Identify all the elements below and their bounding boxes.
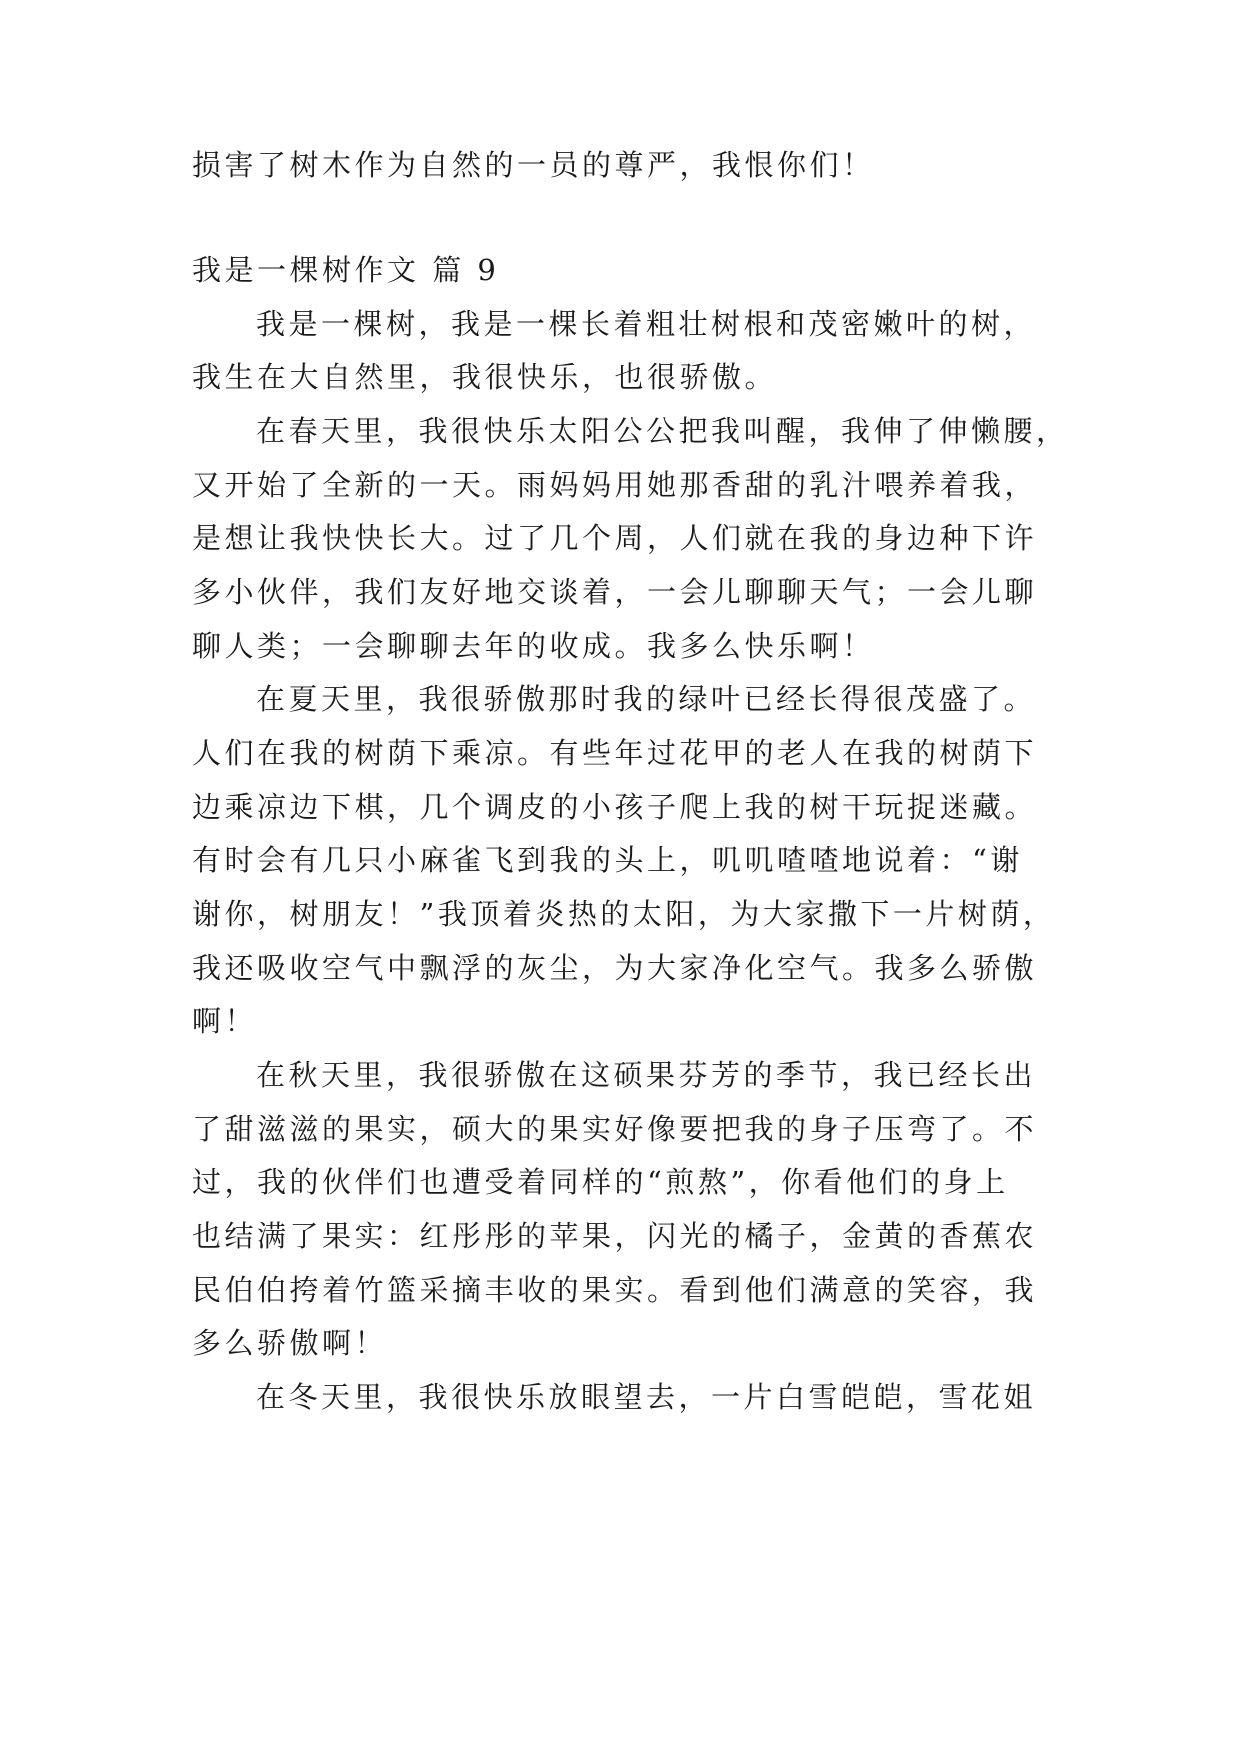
text-line: 啊！ <box>192 1004 258 1038</box>
text-line: 谢你，树朋友！”我顶着炎热的太阳，为大家撒下一片树荫， <box>192 897 1056 931</box>
paragraph-first-line: 在春天里，我很快乐太阳公公把我叫醒，我伸了伸懒腰， <box>256 414 1069 448</box>
paragraph-first-line: 在冬天里，我很快乐放眼望去，一片白雪皑皑，雪花姐 <box>256 1380 1037 1414</box>
text-line: 多么骄傲啊！ <box>192 1326 388 1360</box>
text-line: 是想让我快快长大。过了几个周，人们就在我的身边种下许 <box>192 521 1038 555</box>
text-line: 聊人类；一会聊聊去年的收成。我多么快乐啊！ <box>192 629 875 663</box>
section-heading: 我是一棵树作文 篇 9 <box>192 253 500 287</box>
paragraph-first-line: 在秋天里，我很骄傲在这硕果芬芳的季节，我已经长出 <box>256 1058 1037 1092</box>
paragraph-first-line: 在夏天里，我很骄傲那时我的绿叶已经长得很茂盛了。 <box>256 682 1037 716</box>
text-line: 又开始了全新的一天。雨妈妈用她那香甜的乳汁喂养着我， <box>192 468 1038 502</box>
text-line: 边乘凉边下棋，几个调皮的小孩子爬上我的树干玩捉迷藏。 <box>192 790 1038 824</box>
text-line: 损害了树木作为自然的一员的尊严，我恨你们！ <box>192 148 875 182</box>
text-line: 我生在大自然里，我很快乐，也很骄傲。 <box>192 360 778 394</box>
text-line: 我还吸收空气中飘浮的灰尘，为大家净化空气。我多么骄傲 <box>192 951 1038 985</box>
text-line: 人们在我的树荫下乘凉。有些年过花甲的老人在我的树荫下 <box>192 736 1038 770</box>
paragraph-first-line: 我是一棵树，我是一棵长着粗壮树根和茂密嫩叶的树， <box>256 307 1037 341</box>
text-line: 民伯伯挎着竹篮采摘丰收的果实。看到他们满意的笑容，我 <box>192 1273 1038 1307</box>
text-line: 也结满了果实：红彤彤的苹果，闪光的橘子，金黄的香蕉农 <box>192 1219 1038 1253</box>
text-line: 过，我的伙伴们也遭受着同样的“煎熬”，你看他们的身上 <box>192 1165 1009 1199</box>
text-line: 有时会有几只小麻雀飞到我的头上，叽叽喳喳地说着：“谢 <box>192 843 1023 877</box>
text-line: 了甜滋滋的果实，硕大的果实好像要把我的身子压弯了。不 <box>192 1112 1038 1146</box>
text-line: 多小伙伴，我们友好地交谈着，一会儿聊聊天气；一会儿聊 <box>192 575 1038 609</box>
